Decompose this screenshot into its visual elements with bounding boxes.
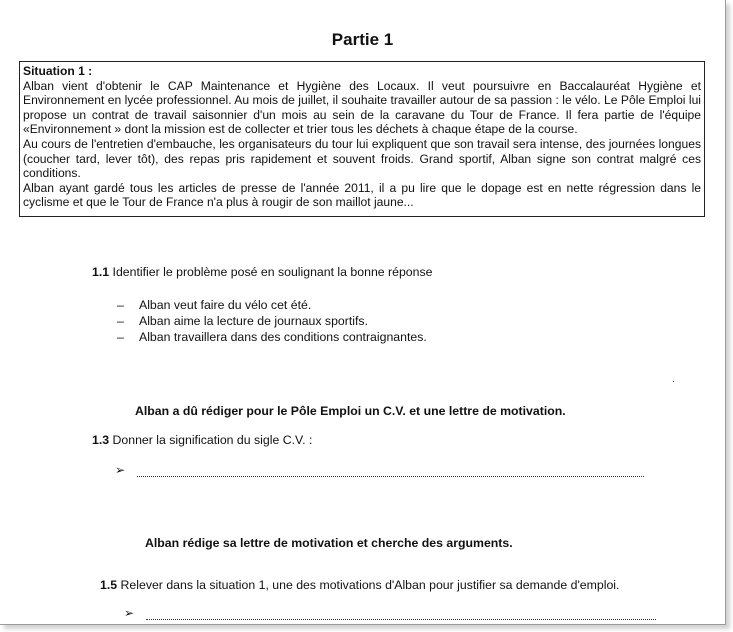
question-text: Donner la signification du sigle C.V. :: [112, 433, 313, 447]
question-text: Relever dans la situation 1, une des motivations d'Alban pour justifier sa demande d'emploi.: [120, 578, 620, 592]
question-1-5: [100, 578, 619, 592]
stray-dot: .: [672, 374, 675, 385]
question-number: 1.1: [92, 265, 110, 279]
situation-paragraph-1: Alban vient d'obtenir le CAP Maintenance et Hygiène des Locaux. Il veut poursuivre en Baccalauréat Hygiène et Environnement en lycée professionnel. Au mois de juillet, il souhaite travailler autour de sa passion : le vélo. Le Pôle Emploi lui propose un contrat de travail saisonnier d'un mois au sein de la caravane du Tour de France. Il fera partie de l'équipe «Environnement » dont la mission est de collecter et trier tous les déchets à chaque étape de la course.: [23, 78, 701, 137]
answer-options: [117, 297, 427, 345]
question-number: 1.3: [92, 433, 110, 447]
answer-line-1-5[interactable]: [124, 606, 656, 620]
option-text: Alban aime la lecture de journaux sportifs.: [139, 314, 368, 328]
dash-marker: –: [117, 298, 124, 312]
question-number: 1.5: [100, 578, 118, 592]
answer-option-2[interactable]: [117, 313, 427, 329]
arrow-bullet-icon: ➢: [115, 463, 126, 477]
answer-line-1-3[interactable]: [115, 463, 644, 477]
page-title: Partie 1: [331, 30, 394, 49]
situation-paragraph-3: Alban ayant gardé tous les articles de presse de l'année 2011, il a pu lire que le dopage est en nette régression dans le cyclisme et que le Tour de France n'a plus à rougir de son maillot jaune...: [23, 180, 701, 210]
option-text: Alban travaillera dans des conditions contraignantes.: [139, 330, 427, 344]
dotted-answer-field[interactable]: [137, 466, 644, 477]
option-text: Alban veut faire du vélo cet été.: [139, 298, 312, 312]
dash-marker: –: [117, 314, 124, 328]
question-1-1: [92, 265, 432, 279]
answer-option-1[interactable]: [117, 297, 427, 313]
question-text: Identifier le problème posé en soulignant la bonne réponse: [112, 265, 433, 279]
situation-heading: Situation 1 :: [23, 64, 93, 78]
answer-option-3[interactable]: [117, 329, 427, 345]
dotted-answer-field[interactable]: [146, 609, 656, 620]
arrow-bullet-icon: ➢: [124, 606, 135, 620]
situation-paragraph-2: Au cours de l'entretien d'embauche, les organisateurs du tour lui expliquent que son travail sera intense, des journées longues (coucher tard, lever tôt), des repas pris rapidement et souvent froids. Grand sportif, Alban signe son contrat malgré ces conditions.: [23, 136, 701, 181]
situation-box: [19, 61, 705, 217]
section-heading-letter: Alban rédige sa lettre de motivation et cherche des arguments.: [145, 536, 513, 550]
dash-marker: –: [117, 330, 124, 344]
section-heading-cv: Alban a dû rédiger pour le Pôle Emploi un C.V. et une lettre de motivation.: [135, 404, 566, 418]
question-1-3: [92, 433, 312, 447]
